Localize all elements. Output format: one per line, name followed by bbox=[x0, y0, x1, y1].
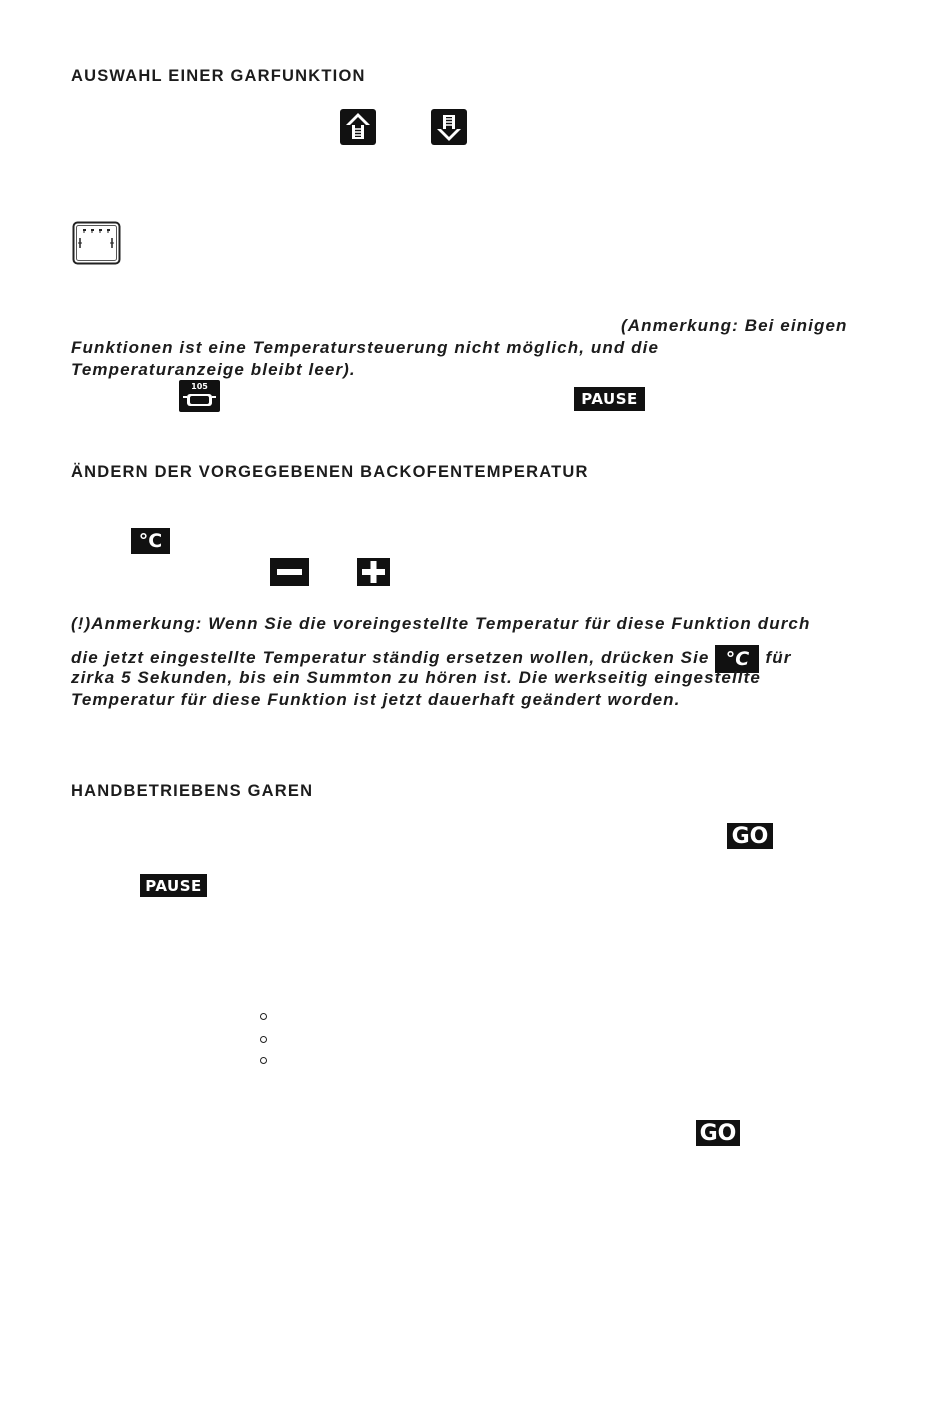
bullet-point bbox=[260, 1013, 267, 1020]
arrow-up-icon bbox=[340, 109, 376, 145]
temperature-button: °C bbox=[131, 528, 170, 554]
go-button: GO bbox=[696, 1120, 740, 1146]
section-heading-select-function: AUSWAHL EINER GARFUNKTION bbox=[71, 67, 366, 85]
arrow-down-icon bbox=[431, 109, 467, 145]
oven-function-icon bbox=[72, 221, 121, 265]
svg-text:105: 105 bbox=[191, 382, 208, 391]
dish-icon bbox=[179, 380, 220, 412]
plus-icon bbox=[357, 558, 390, 586]
note-line: Funktionen ist eine Temperatursteuerung nicht möglich, und die bbox=[71, 338, 660, 357]
note-line: Temperatur für diese Funktion ist jetzt dauerhaft geändert worden. bbox=[71, 690, 681, 709]
temperature-button-inline: °C bbox=[715, 645, 759, 673]
go-button: GO bbox=[727, 823, 773, 849]
note-line: (!)Anmerkung: Wenn Sie die voreingestellte Temperatur für diese Funktion durch bbox=[71, 614, 811, 633]
note-line: (Anmerkung: Bei einigen bbox=[621, 316, 848, 335]
pause-button: PAUSE bbox=[140, 874, 207, 897]
note-text: die jetzt eingestellte Temperatur ständig ersetzen wollen, drücken Sie bbox=[71, 648, 710, 667]
minus-icon bbox=[270, 558, 309, 586]
section-heading-change-temperature: ÄNDERN DER VORGEGEBENEN BACKOFENTEMPERATUR bbox=[71, 463, 589, 481]
note-text: für bbox=[765, 648, 792, 667]
bullet-point bbox=[260, 1036, 267, 1043]
pause-button: PAUSE bbox=[574, 387, 645, 411]
note-line: Temperaturanzeige bleibt leer). bbox=[71, 360, 356, 379]
bullet-point bbox=[260, 1057, 267, 1064]
note-line: zirka 5 Sekunden, bis ein Summton zu hören ist. Die werkseitig eingestellte bbox=[71, 668, 761, 687]
section-heading-manual-cooking: HANDBETRIEBENS GAREN bbox=[71, 782, 314, 800]
